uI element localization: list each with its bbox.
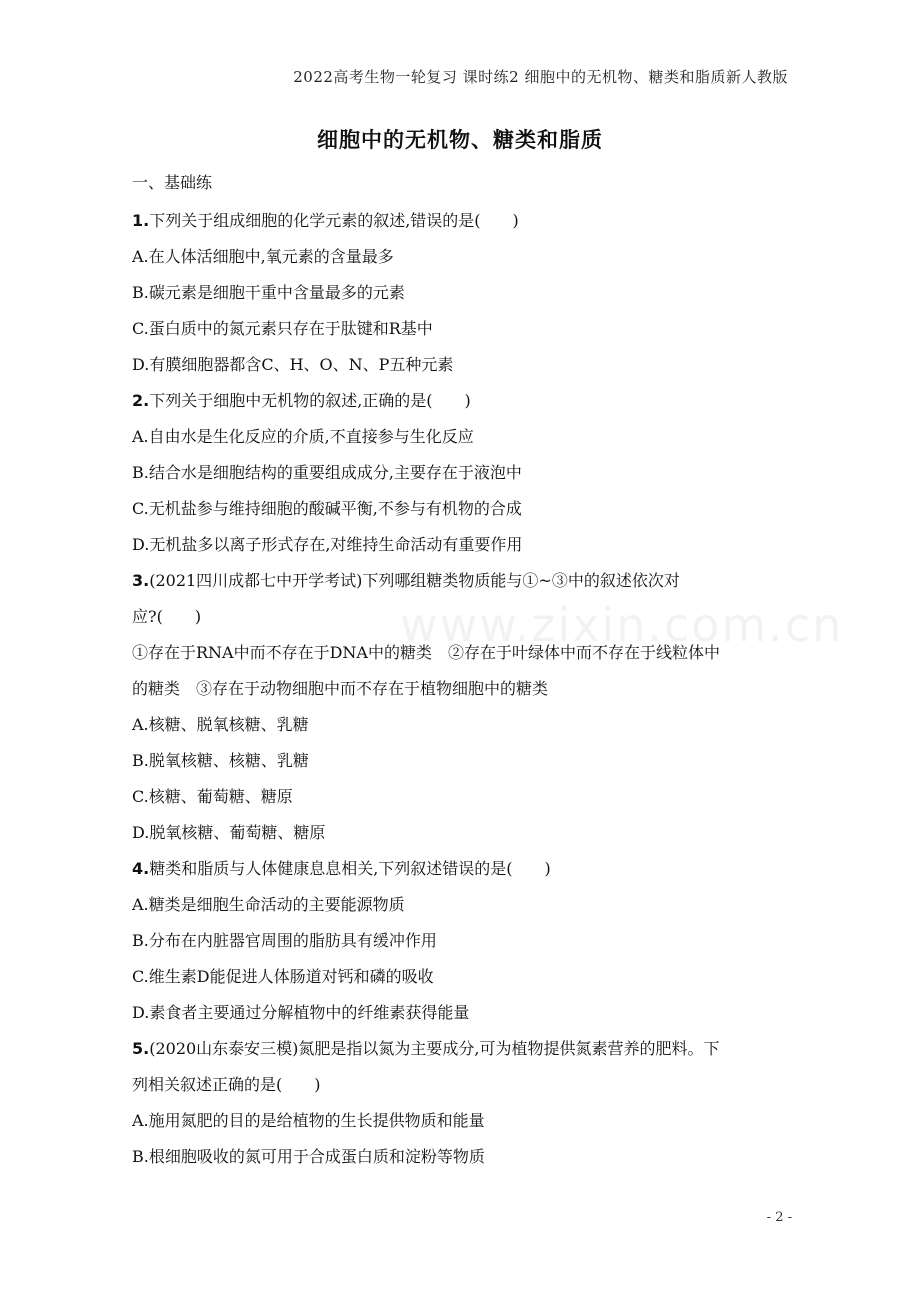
option-d: D.脱氧核糖、葡萄糖、糖原 [132, 823, 326, 842]
option-b: B.脱氧核糖、核糖、乳糖 [132, 751, 309, 770]
option-a: A.施用氮肥的目的是给植物的生长提供物质和能量 [132, 1111, 485, 1130]
option-b: B.根细胞吸收的氮可用于合成蛋白质和淀粉等物质 [132, 1147, 485, 1166]
question-1 [132, 203, 792, 383]
question-text: 糖类和脂质与人体健康息息相关,下列叙述错误的是( ) [149, 859, 551, 878]
option-a: A.糖类是细胞生命活动的主要能源物质 [132, 895, 405, 914]
question-5 [132, 1031, 792, 1175]
question-4 [132, 851, 792, 1031]
option-c: C.蛋白质中的氮元素只存在于肽键和R基中 [132, 319, 433, 338]
option-d: D.无机盐多以离子形式存在,对维持生命活动有重要作用 [132, 535, 523, 554]
question-text: 下列关于组成细胞的化学元素的叙述,错误的是( ) [149, 211, 519, 230]
option-d: D.有膜细胞器都含C、H、O、N、P五种元素 [132, 355, 454, 374]
question-list [132, 203, 792, 1175]
question-stem [132, 851, 792, 887]
question-3 [132, 563, 792, 851]
question-text: (2021四川成都七中开学考试)下列哪组糖类物质能与①~③中的叙述依次对 [149, 571, 680, 590]
question-number: 4. [132, 859, 150, 878]
question-text-continued: 应?( ) [132, 607, 202, 626]
watermark: www.zixin.com.cn [400, 598, 844, 652]
question-stem [132, 383, 792, 419]
option-a: A.核糖、脱氧核糖、乳糖 [132, 715, 309, 734]
question-text: (2020山东泰安三模)氮肥是指以氮为主要成分,可为植物提供氮素营养的肥料。下 [149, 1039, 720, 1058]
option-c: C.核糖、葡萄糖、糖原 [132, 787, 293, 806]
question-stem [132, 203, 792, 239]
option-c: C.无机盐参与维持细胞的酸碱平衡,不参与有机物的合成 [132, 499, 522, 518]
question-number: 5. [132, 1039, 150, 1058]
question-stem [132, 1031, 792, 1067]
question-text-continued: ①存在于RNA中而不存在于DNA中的糖类 ②存在于叶绿体中而不存在于线粒体中 [132, 643, 720, 662]
option-c: C.维生素D能促进人体肠道对钙和磷的吸收 [132, 967, 434, 986]
question-text-continued: 列相关叙述正确的是( ) [132, 1075, 321, 1094]
option-a: A.在人体活细胞中,氧元素的含量最多 [132, 247, 394, 266]
question-number: 3. [132, 571, 150, 590]
option-b: B.结合水是细胞结构的重要组成成分,主要存在于液泡中 [132, 463, 522, 482]
question-number: 2. [132, 391, 150, 410]
question-stem [132, 563, 792, 599]
option-b: B.分布在内脏器官周围的脂肪具有缓冲作用 [132, 931, 437, 950]
document-title: 细胞中的无机物、糖类和脂质 [317, 127, 603, 152]
option-d: D.素食者主要通过分解植物中的纤维素获得能量 [132, 1003, 470, 1022]
question-text-continued: 的糖类 ③存在于动物细胞中而不存在于植物细胞中的糖类 [132, 679, 549, 698]
section-heading: 一、基础练 [132, 173, 213, 192]
page-header: 2022高考生物一轮复习 课时练2 细胞中的无机物、糖类和脂质新人教版 [293, 68, 788, 86]
option-a: A.自由水是生化反应的介质,不直接参与生化反应 [132, 427, 474, 446]
question-2 [132, 383, 792, 563]
question-number: 1. [132, 211, 150, 230]
page-number: - 2 - [766, 1210, 792, 1225]
question-text: 下列关于细胞中无机物的叙述,正确的是( ) [149, 391, 471, 410]
option-b: B.碳元素是细胞干重中含量最多的元素 [132, 283, 405, 302]
